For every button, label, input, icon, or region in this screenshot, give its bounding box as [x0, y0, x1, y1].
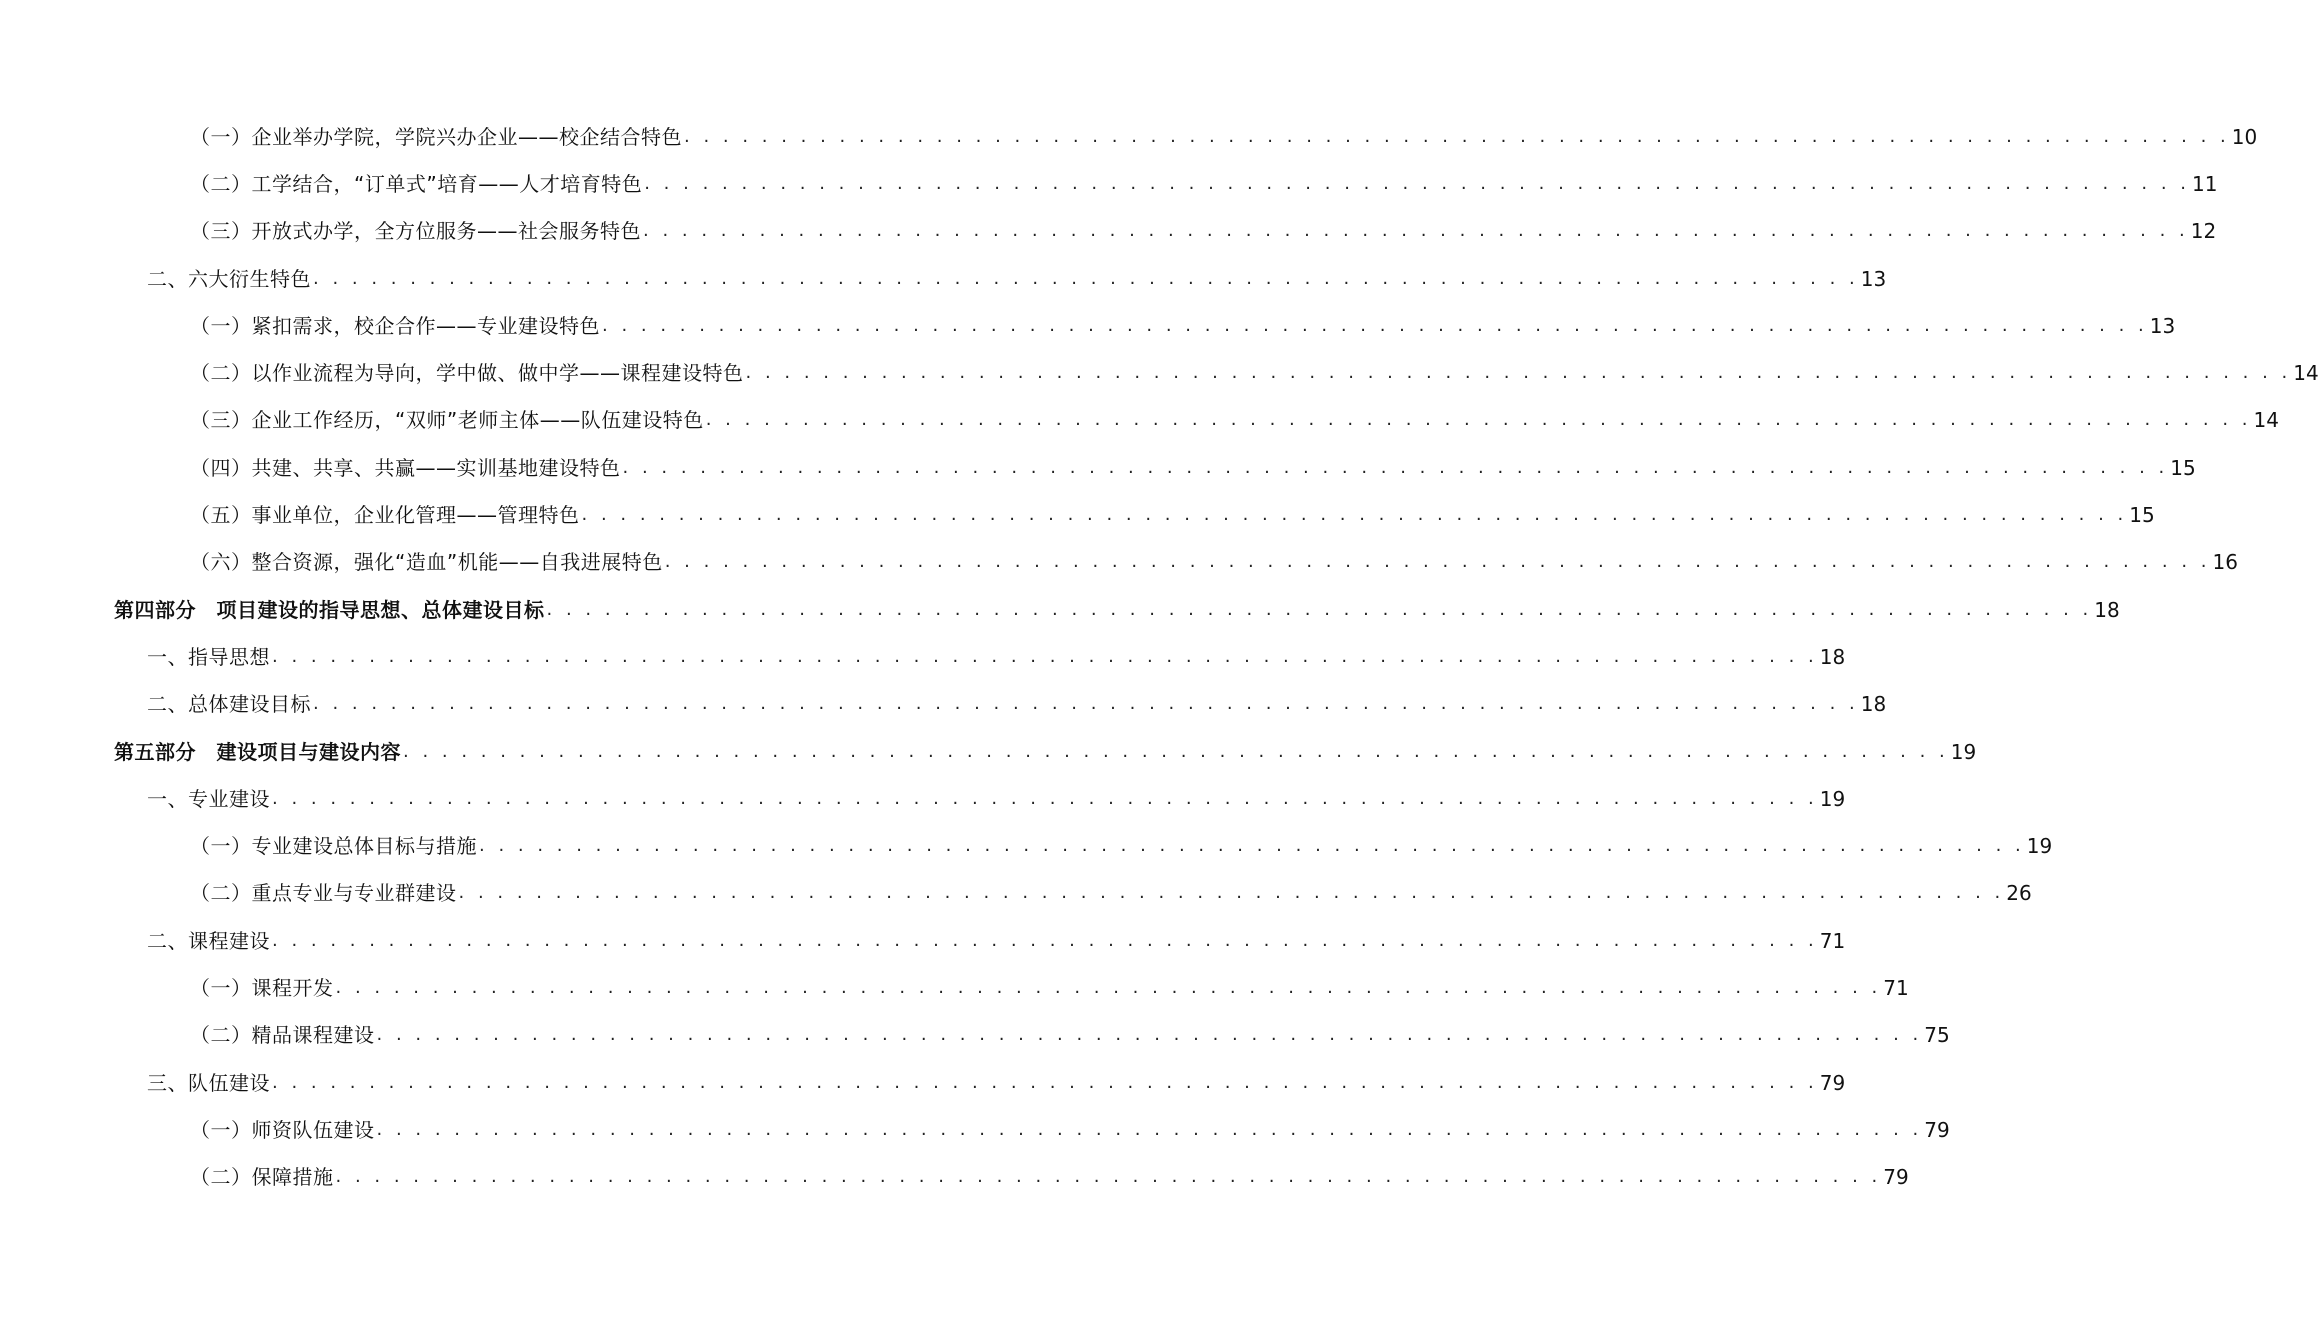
toc-dot-leader: . . . . . . . . . . . . . . . . . . . . . . . . . . . . . . . . . . . . . . . . . . . . . . . . . . . . . . . . . . . . . . . . . . . . . . . . . . . . . . . .: [376, 1118, 1923, 1140]
toc-entry-title: 二、课程建设: [147, 928, 270, 953]
toc-entry-title: （二）重点专业与专业群建设: [190, 881, 457, 906]
toc-entry-page-number: 15: [2170, 455, 2196, 480]
toc-entry[interactable]: [0, 917, 1846, 964]
toc-entry[interactable]: [0, 349, 2319, 396]
toc-entry-page-number: 13: [1860, 266, 1887, 291]
toc-entry-title: 第五部分 建设项目与建设内容: [114, 739, 401, 764]
toc-entry-page-number: 15: [2129, 503, 2155, 528]
toc-entry-title: 一、指导思想: [147, 644, 270, 669]
toc-dot-leader: . . . . . . . . . . . . . . . . . . . . . . . . . . . . . . . . . . . . . . . . . . . . . . . . . . . . . . . . . . . . . . . . . . . . . . . . . . . . . . . .: [622, 456, 2169, 478]
toc-entry-title: （二）精品课程建设: [190, 1023, 375, 1048]
toc-entry-title: （三）开放式办学，全方位服务——社会服务特色: [190, 219, 641, 244]
toc-entry-page-number: 79: [1819, 1070, 1846, 1095]
toc-entry-page-number: 71: [1819, 928, 1846, 953]
toc-dot-leader: . . . . . . . . . . . . . . . . . . . . . . . . . . . . . . . . . . . . . . . . . . . . . . . . . . . . . . . . . . . . . . . . . . . . . . . . . . . . . . . .: [643, 220, 2189, 242]
toc-entry-page-number: 12: [2190, 219, 2217, 244]
toc-dot-leader: . . . . . . . . . . . . . . . . . . . . . . . . . . . . . . . . . . . . . . . . . . . . . . . . . . . . . . . . . . . . . . . . . . . . . . . . . . . . . . . .: [664, 551, 2211, 573]
toc-dot-leader: . . . . . . . . . . . . . . . . . . . . . . . . . . . . . . . . . . . . . . . . . . . . . . . . . . . . . . . . . . . . . . . . . . . . . . . . . . . . . . . .: [272, 645, 1818, 667]
toc-dot-leader: . . . . . . . . . . . . . . . . . . . . . . . . . . . . . . . . . . . . . . . . . . . . . . . . . . . . . . . . . . . . . . . . . . . . . . . . . . . . . . . .: [335, 1166, 1882, 1188]
toc-entry[interactable]: [0, 1012, 1950, 1059]
toc-entry-page-number: 75: [1924, 1023, 1950, 1048]
toc-entry-page-number: 10: [2231, 124, 2258, 149]
toc-entry-title: （五）事业单位，企业化管理——管理特色: [190, 503, 580, 528]
toc-dot-leader: . . . . . . . . . . . . . . . . . . . . . . . . . . . . . . . . . . . . . . . . . . . . . . . . . . . . . . . . . . . . . . . . . . . . . . . . . . . . . . . .: [684, 125, 2230, 147]
toc-entry-page-number: 19: [1819, 786, 1846, 811]
toc-entry-page-number: 18: [1860, 692, 1887, 717]
toc-entry-page-number: 16: [2212, 550, 2238, 575]
toc-entry-title: 三、队伍建设: [147, 1070, 270, 1095]
toc-dot-leader: . . . . . . . . . . . . . . . . . . . . . . . . . . . . . . . . . . . . . . . . . . . . . . . . . . . . . . . . . . . . . . . . . . . . . . . . . . . . . . . .: [479, 835, 2025, 857]
toc-dot-leader: . . . . . . . . . . . . . . . . . . . . . . . . . . . . . . . . . . . . . . . . . . . . . . . . . . . . . . . . . . . . . . . . . . . . . . . . . . . . . . . .: [272, 929, 1818, 951]
toc-entry[interactable]: [0, 539, 2238, 586]
toc-dot-leader: . . . . . . . . . . . . . . . . . . . . . . . . . . . . . . . . . . . . . . . . . . . . . . . . . . . . . . . . . . . . . . . . . . . . . . . . . . . . . . . .: [272, 1071, 1818, 1093]
toc-entry-page-number: 14: [2293, 361, 2319, 386]
toc-entry-title: （二）以作业流程为导向，学中做、做中学——课程建设特色: [190, 361, 744, 386]
toc-entry[interactable]: [0, 444, 2196, 491]
toc-entry[interactable]: [0, 1059, 1846, 1106]
toc-entry-title: （一）专业建设总体目标与措施: [190, 834, 477, 859]
toc-entry-title: 二、总体建设目标: [147, 692, 311, 717]
toc-entry[interactable]: [0, 1106, 1950, 1153]
toc-entry-title: （一）课程开发: [190, 975, 334, 1000]
toc-entry[interactable]: [0, 964, 1909, 1011]
toc-entry[interactable]: [0, 208, 2217, 255]
toc-dot-leader: . . . . . . . . . . . . . . . . . . . . . . . . . . . . . . . . . . . . . . . . . . . . . . . . . . . . . . . . . . . . . . . . . . . . . . . . . . . . . . . .: [335, 976, 1882, 998]
toc-entry-page-number: 14: [2253, 408, 2279, 433]
toc-entry[interactable]: [0, 113, 2258, 160]
toc-entry-page-number: 13: [2149, 313, 2176, 338]
toc-entry[interactable]: [0, 728, 1977, 775]
toc-entry-page-number: 26: [2006, 881, 2032, 906]
toc-dot-leader: . . . . . . . . . . . . . . . . . . . . . . . . . . . . . . . . . . . . . . . . . . . . . . . . . . . . . . . . . . . . . . . . . . . . . . . . . . . . . . . .: [313, 267, 1859, 289]
toc-dot-leader: . . . . . . . . . . . . . . . . . . . . . . . . . . . . . . . . . . . . . . . . . . . . . . . . . . . . . . . . . . . . . . . . . . . . . . . . . . . . . . . .: [403, 740, 1949, 762]
toc-entry-title: （二）工学结合，“订单式”培育——人才培育特色: [190, 171, 643, 196]
toc-entry-title: （六）整合资源，强化“造血”机能——自我进展特色: [190, 550, 663, 575]
toc-entry[interactable]: [0, 491, 2155, 538]
toc-entry[interactable]: [0, 302, 2176, 349]
toc-entry[interactable]: [0, 681, 1887, 728]
toc-entry-page-number: 79: [1924, 1117, 1950, 1142]
toc-entry-page-number: 71: [1883, 975, 1909, 1000]
toc-entry-title: （二）保障措施: [190, 1165, 334, 1190]
toc-entry-title: （三）企业工作经历，“双师”老师主体——队伍建设特色: [190, 408, 704, 433]
table-of-contents: [0, 113, 2319, 1201]
toc-entry-page-number: 11: [2191, 171, 2218, 196]
toc-entry-page-number: 19: [2026, 834, 2053, 859]
toc-dot-leader: . . . . . . . . . . . . . . . . . . . . . . . . . . . . . . . . . . . . . . . . . . . . . . . . . . . . . . . . . . . . . . . . . . . . . . . . . . . . . . . .: [272, 787, 1818, 809]
toc-entry[interactable]: [0, 633, 1846, 680]
toc-entry-page-number: 19: [1950, 739, 1977, 764]
toc-entry-title: （一）紧扣需求，校企合作——专业建设特色: [190, 313, 600, 338]
toc-entry-title: 二、六大衍生特色: [147, 266, 311, 291]
toc-entry[interactable]: [0, 397, 2279, 444]
toc-dot-leader: . . . . . . . . . . . . . . . . . . . . . . . . . . . . . . . . . . . . . . . . . . . . . . . . . . . . . . . . . . . . . . . . . . . . . . . . . . . . . . . .: [546, 598, 2093, 620]
toc-entry[interactable]: [0, 870, 2032, 917]
toc-entry-title: （一）师资队伍建设: [190, 1117, 375, 1142]
toc-dot-leader: . . . . . . . . . . . . . . . . . . . . . . . . . . . . . . . . . . . . . . . . . . . . . . . . . . . . . . . . . . . . . . . . . . . . . . . . . . . . . . . .: [705, 409, 2252, 431]
toc-entry-title: 第四部分 项目建设的指导思想、总体建设目标: [114, 597, 545, 622]
toc-dot-leader: . . . . . . . . . . . . . . . . . . . . . . . . . . . . . . . . . . . . . . . . . . . . . . . . . . . . . . . . . . . . . . . . . . . . . . . . . . . . . . . .: [644, 172, 2190, 194]
toc-entry-title: （四）共建、共享、共赢——实训基地建设特色: [190, 455, 621, 480]
toc-entry-page-number: 79: [1883, 1165, 1909, 1190]
toc-dot-leader: . . . . . . . . . . . . . . . . . . . . . . . . . . . . . . . . . . . . . . . . . . . . . . . . . . . . . . . . . . . . . . . . . . . . . . . . . . . . . . . .: [376, 1024, 1923, 1046]
toc-entry[interactable]: [0, 1154, 1909, 1201]
toc-entry-page-number: 18: [1819, 644, 1846, 669]
toc-entry[interactable]: [0, 160, 2218, 207]
toc-entry[interactable]: [0, 255, 1887, 302]
toc-entry[interactable]: [0, 822, 2053, 869]
toc-dot-leader: . . . . . . . . . . . . . . . . . . . . . . . . . . . . . . . . . . . . . . . . . . . . . . . . . . . . . . . . . . . . . . . . . . . . . . . . . . . . . . . .: [313, 693, 1859, 715]
toc-entry[interactable]: [0, 775, 1846, 822]
toc-entry-title: 一、专业建设: [147, 786, 270, 811]
toc-entry-page-number: 18: [2094, 597, 2120, 622]
toc-dot-leader: . . . . . . . . . . . . . . . . . . . . . . . . . . . . . . . . . . . . . . . . . . . . . . . . . . . . . . . . . . . . . . . . . . . . . . . . . . . . . . . .: [745, 362, 2292, 384]
toc-entry-title: （一）企业举办学院，学院兴办企业——校企结合特色: [190, 124, 682, 149]
toc-dot-leader: . . . . . . . . . . . . . . . . . . . . . . . . . . . . . . . . . . . . . . . . . . . . . . . . . . . . . . . . . . . . . . . . . . . . . . . . . . . . . . . .: [581, 504, 2128, 526]
toc-dot-leader: . . . . . . . . . . . . . . . . . . . . . . . . . . . . . . . . . . . . . . . . . . . . . . . . . . . . . . . . . . . . . . . . . . . . . . . . . . . . . . . .: [602, 314, 2148, 336]
toc-dot-leader: . . . . . . . . . . . . . . . . . . . . . . . . . . . . . . . . . . . . . . . . . . . . . . . . . . . . . . . . . . . . . . . . . . . . . . . . . . . . . . . .: [458, 882, 2005, 904]
toc-entry[interactable]: [0, 586, 2120, 633]
